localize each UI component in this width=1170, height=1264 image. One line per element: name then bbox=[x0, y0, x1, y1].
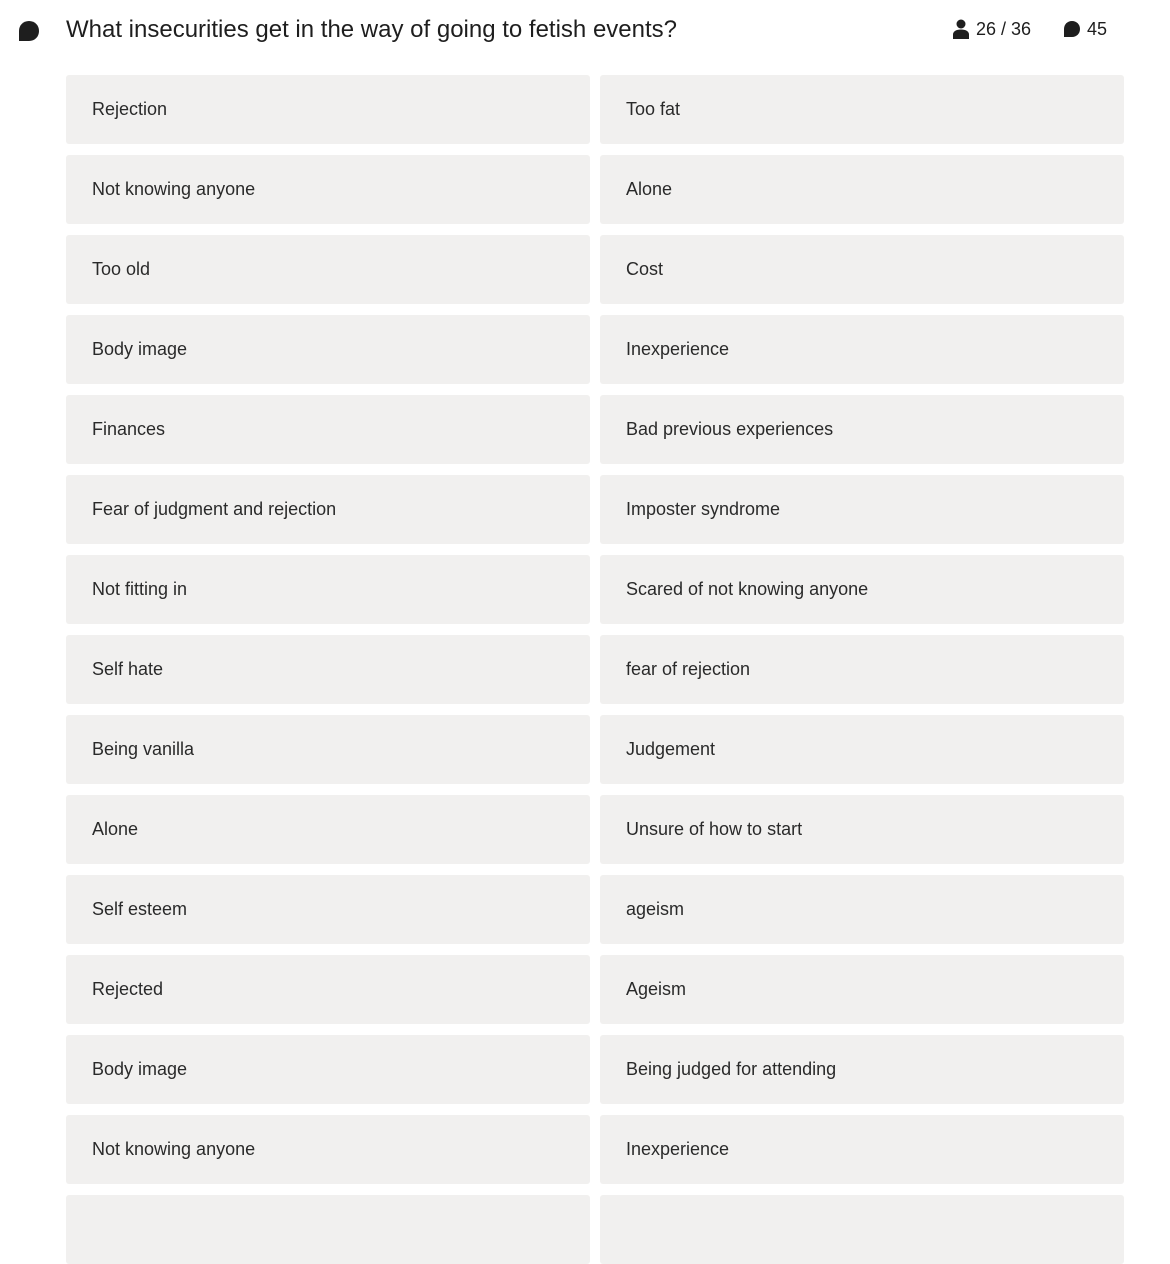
answer-card bbox=[66, 955, 590, 1024]
answer-card bbox=[600, 795, 1124, 864]
answer-text: Being judged for attending bbox=[626, 1059, 837, 1079]
answer-text: Self esteem bbox=[92, 899, 188, 919]
answer-text: fear of rejection bbox=[626, 659, 751, 679]
answer-text: ageism bbox=[626, 899, 685, 919]
answer-text: Too fat bbox=[626, 99, 681, 119]
answer-card bbox=[66, 75, 590, 144]
answer-card bbox=[66, 715, 590, 784]
participants-stat bbox=[952, 19, 1031, 40]
answer-card bbox=[66, 795, 590, 864]
speech-bubble-icon bbox=[18, 20, 40, 42]
answer-card bbox=[66, 1195, 590, 1264]
answer-card bbox=[600, 475, 1124, 544]
answer-card bbox=[600, 875, 1124, 944]
answer-card bbox=[66, 315, 590, 384]
answer-card bbox=[600, 315, 1124, 384]
answer-text: Being vanilla bbox=[92, 739, 195, 759]
answer-text: Bad previous experiences bbox=[626, 419, 834, 439]
answer-text: Body image bbox=[92, 1059, 188, 1079]
answer-card bbox=[66, 155, 590, 224]
answer-card bbox=[66, 875, 590, 944]
answer-text: Alone bbox=[626, 179, 673, 199]
answer-text: Cost bbox=[626, 259, 664, 279]
answer-card bbox=[66, 1035, 590, 1104]
answer-text: Unsure of how to start bbox=[626, 819, 803, 839]
answer-text: Rejection bbox=[92, 99, 168, 119]
answer-card bbox=[600, 235, 1124, 304]
answer-card bbox=[600, 955, 1124, 1024]
answer-text: Too old bbox=[92, 259, 151, 279]
question-title: What insecurities get in the way of going to fetish events? bbox=[66, 16, 678, 43]
answer-text: Inexperience bbox=[626, 1139, 730, 1159]
responses-stat bbox=[1063, 19, 1107, 40]
answer-card bbox=[600, 715, 1124, 784]
answer-card bbox=[600, 155, 1124, 224]
responses-count: 45 bbox=[1087, 18, 1108, 39]
answer-text: Fear of judgment and rejection bbox=[92, 499, 337, 519]
answer-text: Self hate bbox=[92, 659, 164, 679]
person-icon bbox=[952, 19, 970, 39]
answer-card bbox=[600, 1035, 1124, 1104]
answer-text: Body image bbox=[92, 339, 188, 359]
answer-card bbox=[600, 635, 1124, 704]
speech-bubble-icon bbox=[1063, 20, 1081, 38]
answer-text: Inexperience bbox=[626, 339, 730, 359]
answer-card bbox=[66, 635, 590, 704]
answer-card bbox=[600, 75, 1124, 144]
answer-text: Ageism bbox=[626, 979, 687, 999]
answer-card bbox=[66, 235, 590, 304]
answer-card bbox=[600, 1115, 1124, 1184]
participants-count: 26 / 36 bbox=[976, 18, 1032, 39]
answer-card bbox=[600, 1195, 1124, 1264]
answer-text: Not fitting in bbox=[92, 579, 188, 599]
answer-text: Imposter syndrome bbox=[626, 499, 781, 519]
answer-card bbox=[600, 395, 1124, 464]
answer-text: Not knowing anyone bbox=[92, 1139, 256, 1159]
answer-text: Not knowing anyone bbox=[92, 179, 256, 199]
answer-card bbox=[66, 395, 590, 464]
answer-text: Judgement bbox=[626, 739, 716, 759]
question-header bbox=[0, 0, 1170, 62]
stats-bar bbox=[952, 16, 1107, 42]
answer-text: Scared of not knowing anyone bbox=[626, 579, 869, 599]
answer-text: Rejected bbox=[92, 979, 164, 999]
answers-grid bbox=[66, 75, 1124, 1264]
answer-card bbox=[66, 1115, 590, 1184]
answer-card bbox=[66, 475, 590, 544]
answer-card bbox=[600, 555, 1124, 624]
answer-text: Alone bbox=[92, 819, 139, 839]
answer-text: Finances bbox=[92, 419, 166, 439]
answer-card bbox=[66, 555, 590, 624]
